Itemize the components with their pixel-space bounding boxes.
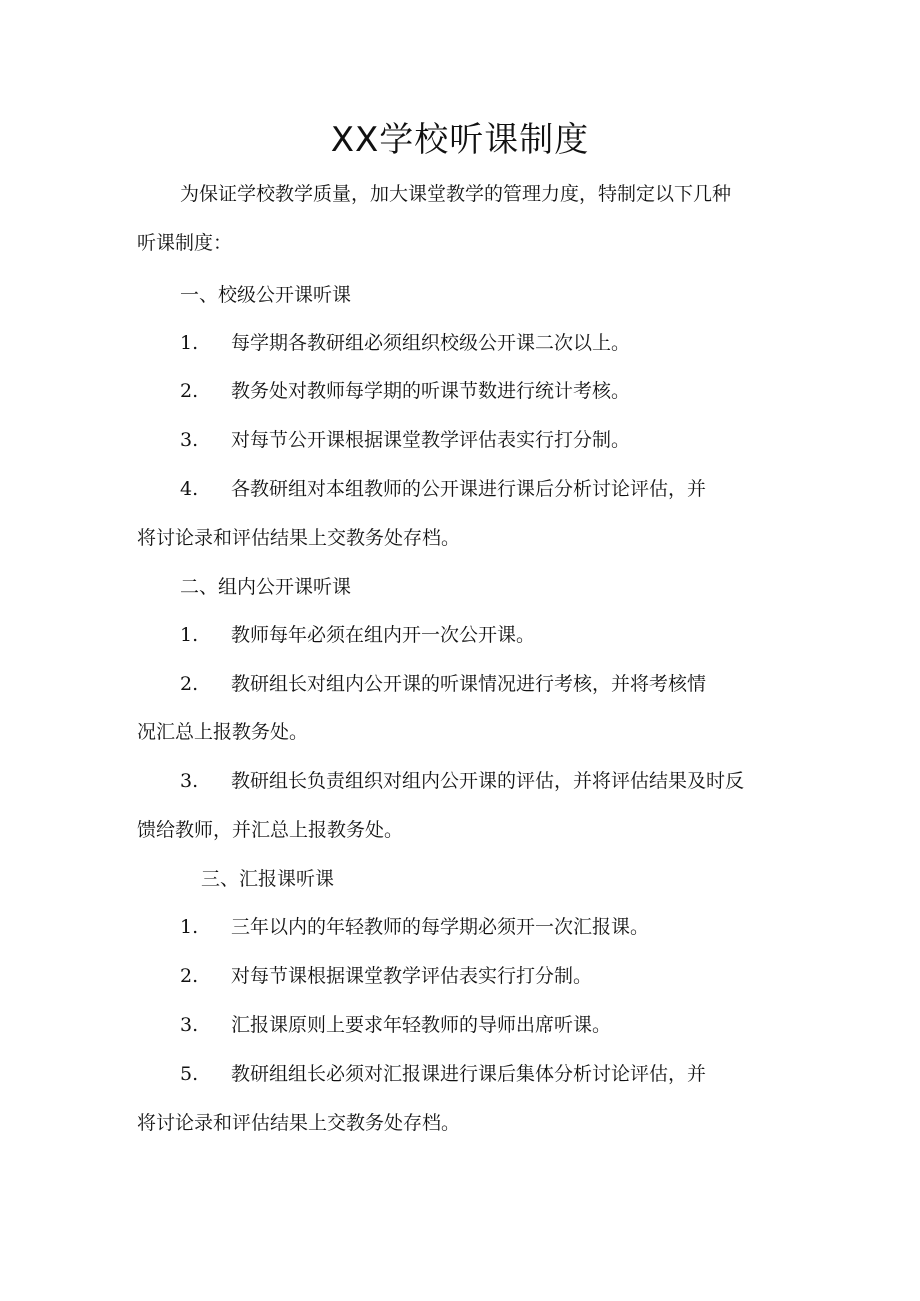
list-item-continuation: 将讨论录和评估结果上交教务处存档。 bbox=[137, 1112, 461, 1134]
list-item-text: 教研组长对组内公开课的听课情况进行考核，并将考核情 bbox=[231, 673, 707, 695]
list-item-continuation: 况汇总上报教务处。 bbox=[137, 721, 309, 743]
list-item-number: 3. bbox=[180, 1014, 199, 1036]
list-item-text: 教研组组长必须对汇报课进行课后集体分析讨论评估，并 bbox=[231, 1063, 707, 1085]
list-item-text: 教研组长负责组织对组内公开课的评估，并将评估结果及时反 bbox=[231, 770, 745, 792]
section-heading: 三、汇报课听课 bbox=[201, 868, 335, 890]
list-item-number: 2. bbox=[180, 965, 199, 987]
list-item-text: 教务处对教师每学期的听课节数进行统计考核。 bbox=[231, 380, 631, 402]
list-item-number: 3. bbox=[180, 429, 199, 451]
list-item-number: 1. bbox=[180, 624, 199, 646]
intro-line-1: 为保证学校教学质量，加大课堂教学的管理力度，特制定以下几种 bbox=[180, 183, 732, 205]
list-item-text: 对每节课根据课堂教学评估表实行打分制。 bbox=[231, 965, 593, 987]
list-item-number: 4. bbox=[180, 478, 199, 500]
list-item-number: 2. bbox=[180, 380, 199, 402]
list-item-text: 对每节公开课根据课堂教学评估表实行打分制。 bbox=[231, 429, 631, 451]
list-item-number: 1. bbox=[180, 916, 199, 938]
document-title: XX学校听课制度 bbox=[330, 120, 590, 160]
list-item-continuation: 将讨论录和评估结果上交教务处存档。 bbox=[137, 527, 461, 549]
list-item-number: 1. bbox=[180, 332, 199, 354]
list-item-number: 2. bbox=[180, 673, 199, 695]
list-item-text: 汇报课原则上要求年轻教师的导师出席听课。 bbox=[231, 1014, 612, 1036]
list-item-number: 3. bbox=[180, 770, 199, 792]
list-item-number: 5. bbox=[180, 1063, 199, 1085]
list-item-text: 三年以内的年轻教师的每学期必须开一次汇报课。 bbox=[231, 916, 650, 938]
list-item-continuation: 馈给教师，并汇总上报教务处。 bbox=[137, 819, 404, 841]
list-item-text: 教师每年必须在组内开一次公开课。 bbox=[231, 624, 536, 646]
list-item-text: 每学期各教研组必须组织校级公开课二次以上。 bbox=[231, 332, 631, 354]
section-heading: 一、校级公开课听课 bbox=[180, 284, 352, 306]
list-item-text: 各教研组对本组教师的公开课进行课后分析讨论评估，并 bbox=[231, 478, 707, 500]
intro-line-2: 听课制度： bbox=[137, 232, 233, 254]
section-heading: 二、组内公开课听课 bbox=[180, 576, 352, 598]
